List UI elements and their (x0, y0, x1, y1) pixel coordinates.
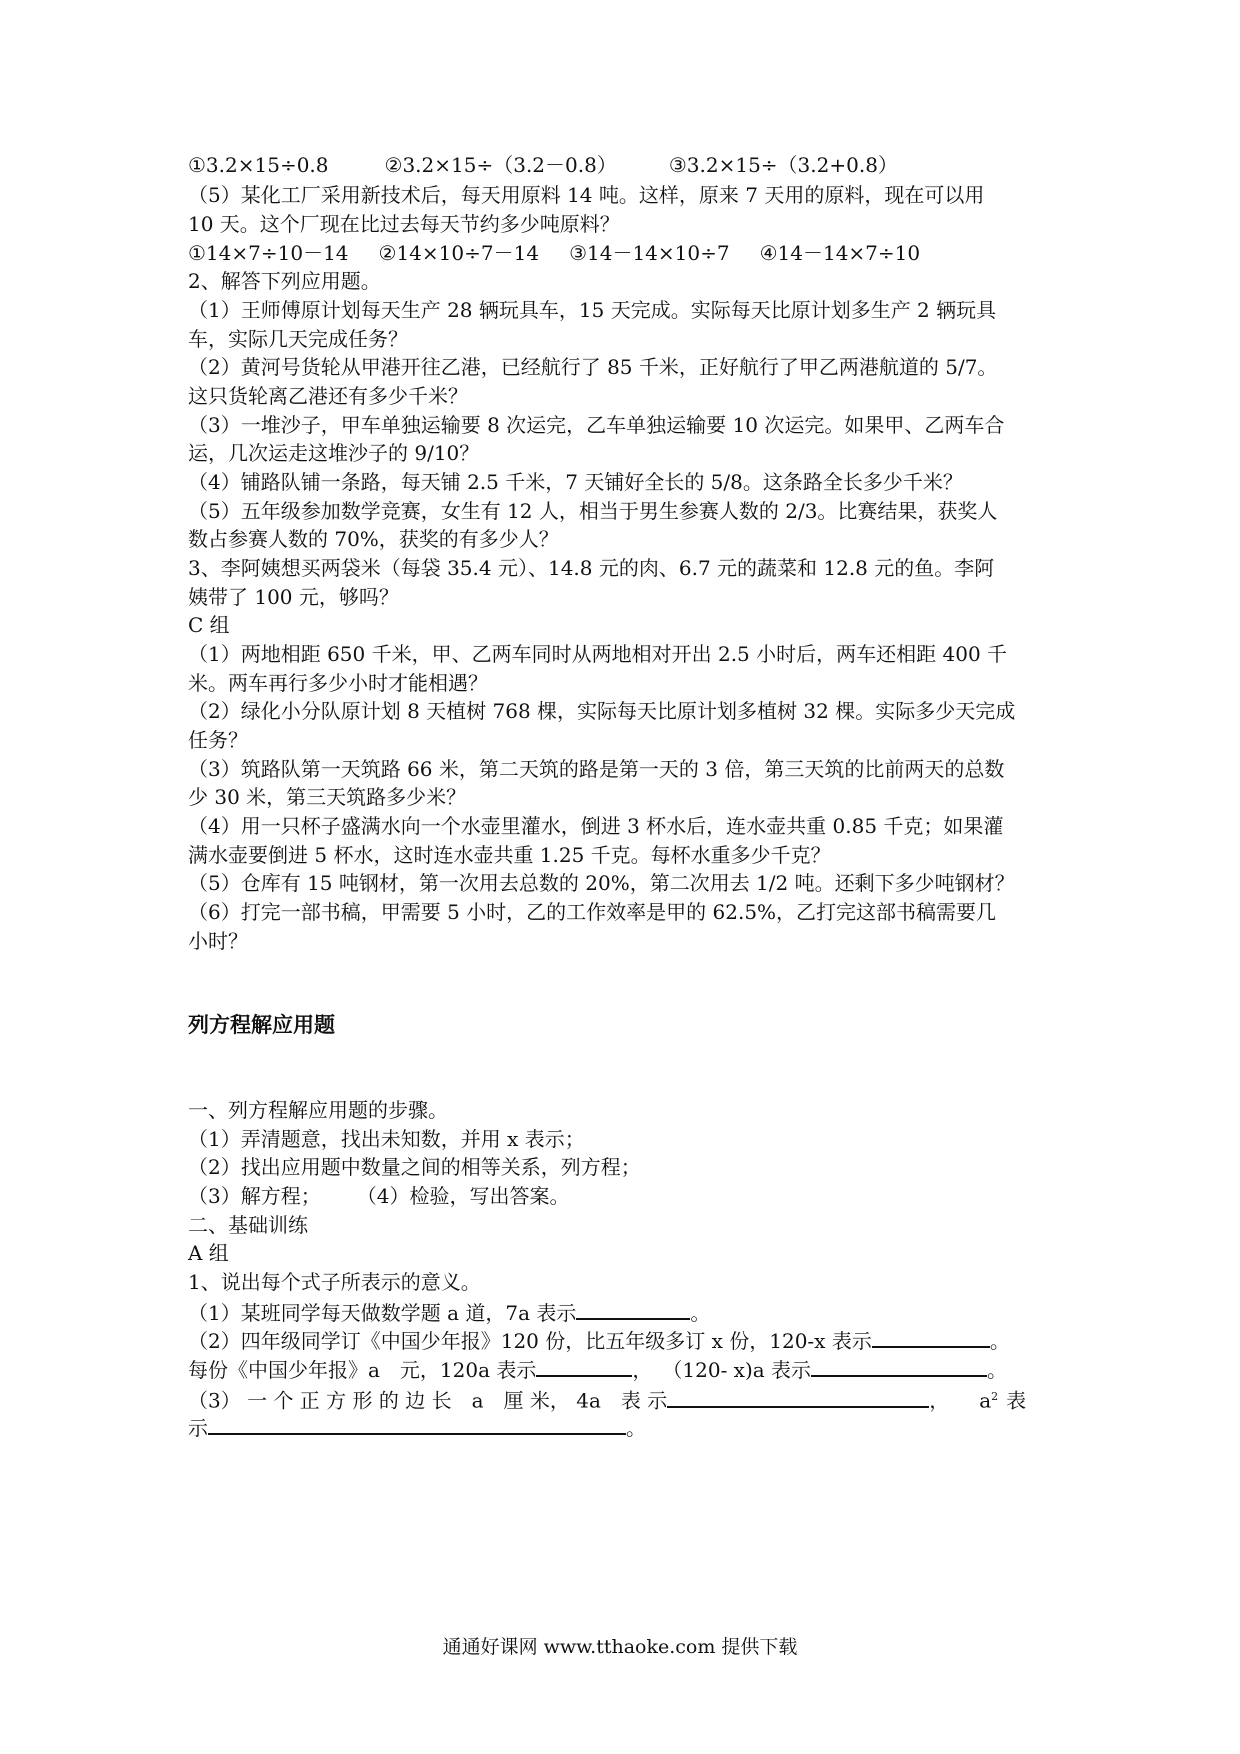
question-text: （120- x)a 表示 (662, 1358, 812, 1382)
option-3: ③14－14×10÷7 (569, 241, 730, 265)
question-line: 数占参赛人数的 70%，获奖的有多少人？ (188, 527, 559, 551)
question-text: 每份《中国少年报》a 元，120a 表示 (188, 1358, 537, 1382)
question-line: （4）用一只杯子盛满水向一个水壶里灌水，倒进 3 杯水后，连水壶共重 0.85 千克；如果灌 (188, 814, 1004, 838)
question-line: 任务？ (188, 728, 248, 752)
step-line: （1）弄清题意，找出未知数，并用 x 表示； (188, 1127, 585, 1151)
answer-blank[interactable] (667, 1384, 929, 1408)
question-line: （5）某化工厂采用新技术后，每天用原料 14 吨。这样，原来 7 天用的原料，现在可以用 (188, 183, 985, 207)
question-text: （1）某班同学每天做数学题 a 道，7a 表示 (188, 1301, 577, 1325)
section-title: 一、列方程解应用题的步骤。 (188, 1098, 448, 1122)
answer-blank[interactable] (811, 1353, 987, 1377)
step-3: （3）解方程； (188, 1184, 321, 1208)
option-2: ②14×10÷7－14 (378, 241, 540, 265)
option-1: ①14×7÷10－14 (188, 241, 349, 265)
question-text: （3） 一 个 正 方 形 的 边 长 a 厘 米， 4a 表 示 (188, 1388, 668, 1413)
answer-blank[interactable] (536, 1353, 632, 1377)
group-label: C 组 (188, 613, 230, 637)
question-line: 运，几次运走这堆沙子的 9/10？ (188, 441, 480, 465)
section-title: 二、基础训练 (188, 1213, 308, 1237)
option-4: ④14－14×7÷10 (759, 241, 921, 265)
period: 。 (690, 1301, 711, 1325)
question-text: 示 (188, 1416, 208, 1440)
variable-a: a (979, 1388, 992, 1413)
question-line: 这只货轮离乙港还有多少千米？ (188, 384, 468, 408)
group-label: A 组 (188, 1241, 229, 1265)
fill-blank-line (188, 1324, 1060, 1356)
question-line: 10 天。这个厂现在比过去每天节约多少吨原料？ (188, 212, 620, 236)
question-line: （2）绿化小分队原计划 8 天植树 768 棵，实际每天比原计划多植树 32 棵。实际多少天完成 (188, 699, 1016, 723)
question-line: （1）两地相距 650 千米，甲、乙两车同时从两地相对开出 2.5 小时后，两车还相距 400 千 (188, 642, 1008, 666)
period: 。 (987, 1358, 1008, 1382)
question-line: （6）打完一部书稿，甲需要 5 小时，乙的工作效率是甲的 62.5%，乙打完这部书稿需要几 (188, 900, 997, 924)
question-line: （3）筑路队第一天筑路 66 米，第二天筑的路是第一天的 3 倍，第三天筑的比前两天的总数 (188, 757, 1005, 781)
fill-blank-line (188, 1411, 1060, 1443)
question-line: 米。两车再行多少小时才能相遇？ (188, 671, 488, 695)
period: 。 (989, 1329, 1010, 1353)
question-line: 满水壶要倒进 5 杯水，这时连水壶共重 1.25 千克。每杯水重多少千克？ (188, 843, 831, 867)
question-line: 姨带了 100 元，够吗？ (188, 585, 399, 609)
option-3: ③3.2×15÷（3.2+0.8） (668, 153, 898, 177)
comma: ， (632, 1358, 653, 1382)
question-line: 少 30 米，第三天筑路多少米？ (188, 785, 467, 809)
step-line (188, 1181, 1060, 1211)
fill-blank-line (188, 1353, 1060, 1385)
question-line: （2）黄河号货轮从甲港开往乙港，已经航行了 85 千米，正好航行了甲乙两港航道的 5/7。 (188, 355, 998, 379)
period: 。 (626, 1416, 646, 1440)
question-line: 3、李阿姨想买两袋米（每袋 35.4 元）、14.8 元的肉、6.7 元的蔬菜和 12.8 元的鱼。李阿 (188, 556, 995, 580)
question-line: （5）仓库有 15 吨钢材，第一次用去总数的 20%，第二次用去 1/2 吨。还剩下多少吨钢材？ (188, 871, 1015, 895)
question-line: （3）一堆沙子，甲车单独运输要 8 次运完，乙车单独运输要 10 次运完。如果甲、乙两车合 (188, 413, 1005, 437)
question-line: 小时？ (188, 929, 248, 953)
page-footer: 通通好课网 www.tthaoke.com 提供下载 (442, 1636, 798, 1658)
option-2: ②3.2×15÷（3.2－0.8） (384, 153, 617, 177)
exponent: 2 (991, 1390, 999, 1403)
answer-blank[interactable] (208, 1411, 626, 1435)
answer-blank[interactable] (872, 1324, 990, 1348)
question-text: 表 (1006, 1388, 1027, 1413)
question-line: （4）铺路队铺一条路，每天铺 2.5 千米，7 天铺好全长的 5/8。这条路全长多少千米？ (188, 470, 963, 494)
step-4: （4）检验，写出答案。 (356, 1184, 570, 1208)
question-text: （2）四年级同学订《中国少年报》120 份，比五年级多订 x 份，120-x 表示 (188, 1329, 872, 1353)
page-heading: 列方程解应用题 (188, 1012, 335, 1037)
comma: ， (929, 1388, 950, 1413)
options-row-2 (188, 238, 1060, 268)
option-1: ①3.2×15÷0.8 (188, 153, 329, 177)
options-row-1 (188, 150, 1060, 180)
question-line: （5）五年级参加数学竞赛，女生有 12 人，相当于男生参赛人数的 2/3。比赛结果，获奖人 (188, 499, 998, 523)
step-line: （2）找出应用题中数量之间的相等关系，列方程； (188, 1155, 641, 1179)
answer-blank[interactable] (576, 1296, 690, 1320)
section-title: 2、解答下列应用题。 (188, 269, 381, 293)
question-line: 1、说出每个式子所表示的意义。 (188, 1270, 481, 1294)
question-line: （1）王师傅原计划每天生产 28 辆玩具车，15 天完成。实际每天比原计划多生产 2 辆玩具 (188, 298, 997, 322)
question-line: 车，实际几天完成任务？ (188, 327, 408, 351)
